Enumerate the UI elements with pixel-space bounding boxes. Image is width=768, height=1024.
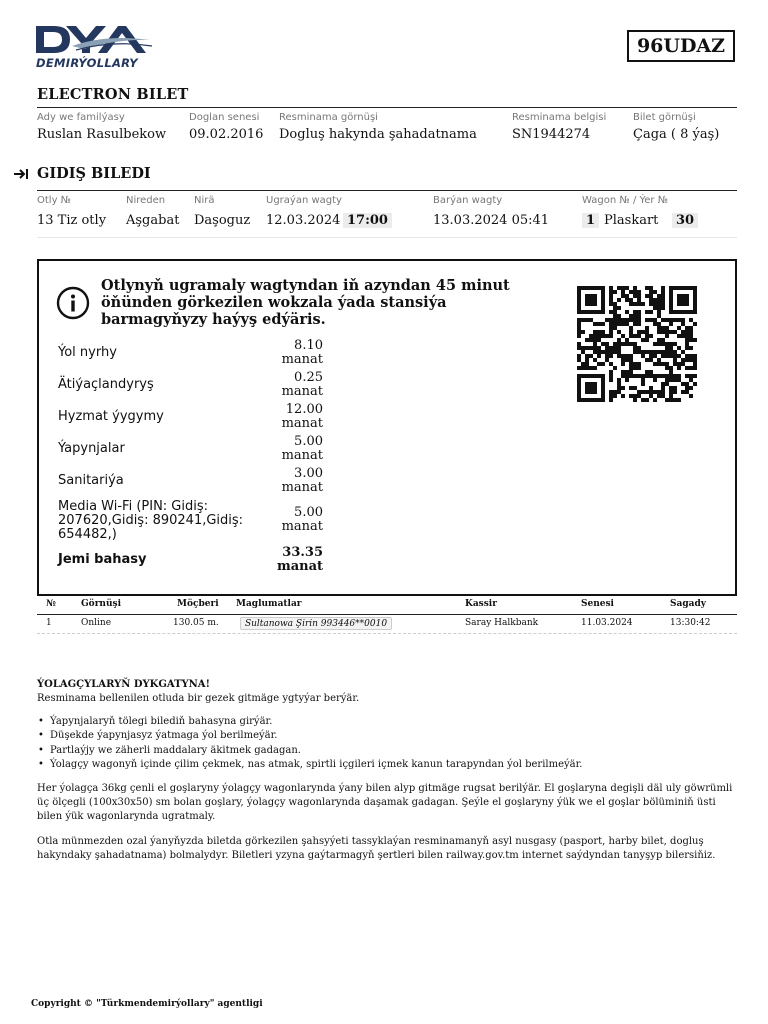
departure-time: 17:00 <box>343 213 392 228</box>
fee-label: Sanitariýa <box>58 473 124 488</box>
list-item: • Partlaýjy we zäherli maddalary äkitmek gadagan. <box>37 744 737 758</box>
departure-notice: Otlynyň ugramaly wagtyndan iň azyndan 45 minut öňünden görkezilen wokzala ýada stansiýa barmagyňyzy haýyş edýäris. <box>101 277 510 328</box>
wagon-type: Plaskart <box>604 213 659 228</box>
fee-amount: 12.00 manat <box>281 402 323 431</box>
label-ticket-type: Bilet görnüşi <box>633 112 696 123</box>
page-title: ELECTRON BILET <box>37 86 189 103</box>
fee-amount: 5.00 manat <box>281 505 323 534</box>
document-type: Dogluş hakynda şahadatnama <box>279 127 477 142</box>
table-header: Kassir <box>465 599 497 609</box>
table-cell: 11.03.2024 <box>581 618 633 628</box>
table-header: № <box>46 599 56 609</box>
qr-code <box>576 286 698 402</box>
table-header: Möçberi <box>177 599 219 609</box>
warning-intro: Resminama bellenilen otluda bir gezek gitmäge ygtyýar berýär. <box>37 693 360 704</box>
total-amount: 33.35 manat <box>276 545 323 574</box>
divider <box>37 237 737 238</box>
table-cell: 13:30:42 <box>670 618 711 628</box>
label-train-no: Otly № <box>37 195 72 206</box>
table-header: Sagady <box>670 599 706 609</box>
fee-amount: 8.10 manat <box>281 338 323 367</box>
arrow-right-icon <box>13 167 29 181</box>
label-birth-date: Doglan senesi <box>189 112 260 123</box>
table-header: Senesi <box>581 599 614 609</box>
divider <box>37 614 737 615</box>
warning-list <box>37 715 737 772</box>
label-document-number: Resminama belgisi <box>512 112 607 123</box>
label-wagon-seat: Wagon № / Ýer № <box>582 195 669 206</box>
fee-label: Ätiýaçlandyryş <box>58 377 154 392</box>
ticket-code: 96UDAZ <box>627 30 735 62</box>
label-to: Nirä <box>194 195 215 206</box>
copyright: Copyright © "Türkmendemirýollary" agentligi <box>31 999 263 1009</box>
table-cell: Saray Halkbank <box>465 618 539 628</box>
table-cell: 1 <box>46 618 52 628</box>
document-paragraph: Otla münmezden ozal ýanyňyzda biletda görkezilen şahsyýeti tassyklaýan resminamanyň asyl nusgasy (pasport, harby bilet, dogluş hakyndaky şahadatnama) bolmalydyr. Biletleri yzyna gaýtarmagyň şertleri bilen railway.gov.tm internet saýdyndan tanyşyp bilersiňiz. <box>37 836 716 861</box>
list-item: • Ýapynjalaryň tölegi bilediň bahasyna girýär. <box>37 715 737 729</box>
table-cell: Online <box>81 618 112 628</box>
luggage-paragraph: Her ýolagça 36kg çenli el goşlaryny ýolagçy wagonlarynda ýany bilen alyp gitmäge rugsat berilýär. El goşlaryna degişli däl uly göwrümli üç ölçegli (100x30x50) sm bolan goşlary, ýolagçy wagonlarynda daşamak gadagan. Şeýle el goşlaryny ýük we el goşlar bölüminiň üsti bilen ýük wagonlarynda ugratmaly. <box>37 783 733 822</box>
document-number: SN1944274 <box>512 127 591 142</box>
birth-date: 09.02.2016 <box>189 127 264 142</box>
fee-label: Hyzmat ýygymy <box>58 409 164 424</box>
ticket-type: Çaga ( 8 ýaş) <box>633 127 720 142</box>
divider <box>37 633 737 634</box>
info-icon <box>56 286 90 320</box>
label-departure-time: Ugraýan wagty <box>266 195 342 206</box>
list-item: • Ýolagçy wagonyň içinde çilim çekmek, nas atmak, spirtli içgileri içmek kanun tarapyndan ýol berilmeýär. <box>37 758 737 772</box>
departure-station: Aşgabat <box>126 213 180 228</box>
arrival-station: Daşoguz <box>194 213 251 228</box>
table-header: Görnüşi <box>81 599 122 609</box>
train-number: 13 Tiz otly <box>37 213 107 228</box>
fee-amount: 0.25 manat <box>281 370 323 399</box>
payer-info-badge: Sultanowa Şirin 993446**0010 <box>240 617 392 630</box>
label-from: Nireden <box>126 195 166 206</box>
total-label: Jemi bahasy <box>58 552 147 567</box>
wagon-number: 1 <box>582 213 599 228</box>
label-arrival-time: Barýan wagty <box>433 195 503 206</box>
fee-amount: 5.00 manat <box>281 434 323 463</box>
fee-label: Ýol nyrhy <box>58 345 117 360</box>
divider <box>37 190 737 191</box>
passenger-name: Ruslan Rasulbekow <box>37 127 167 142</box>
seat-number: 30 <box>672 213 698 228</box>
divider <box>37 107 737 108</box>
fee-label: Ýapynjalar <box>58 441 125 456</box>
fee-label: Media Wi-Fi (PIN: Gidiş: 207620,Gidiş: 890241,Gidiş: 654482,) <box>58 499 244 542</box>
arrival-datetime: 13.03.2024 05:41 <box>433 213 550 228</box>
list-item: • Düşekde ýapynjasyz ýatmaga ýol berilmeýär. <box>37 729 737 743</box>
table-cell: 130.05 m. <box>173 618 219 628</box>
label-full-name: Ady we familýasy <box>37 112 125 123</box>
warning-title: ÝOLAGÇYLARYŇ DYKGATYNA! <box>37 679 210 690</box>
label-document-type: Resminama görnüşi <box>279 112 378 123</box>
section-title-departure: GIDIŞ BILEDI <box>37 165 151 182</box>
fee-amount: 3.00 manat <box>281 466 323 495</box>
table-header: Maglumatlar <box>236 599 302 609</box>
logo-wordmark: DEMIRÝOLLARY <box>36 56 138 70</box>
departure-date: 12.03.2024 <box>266 213 341 228</box>
